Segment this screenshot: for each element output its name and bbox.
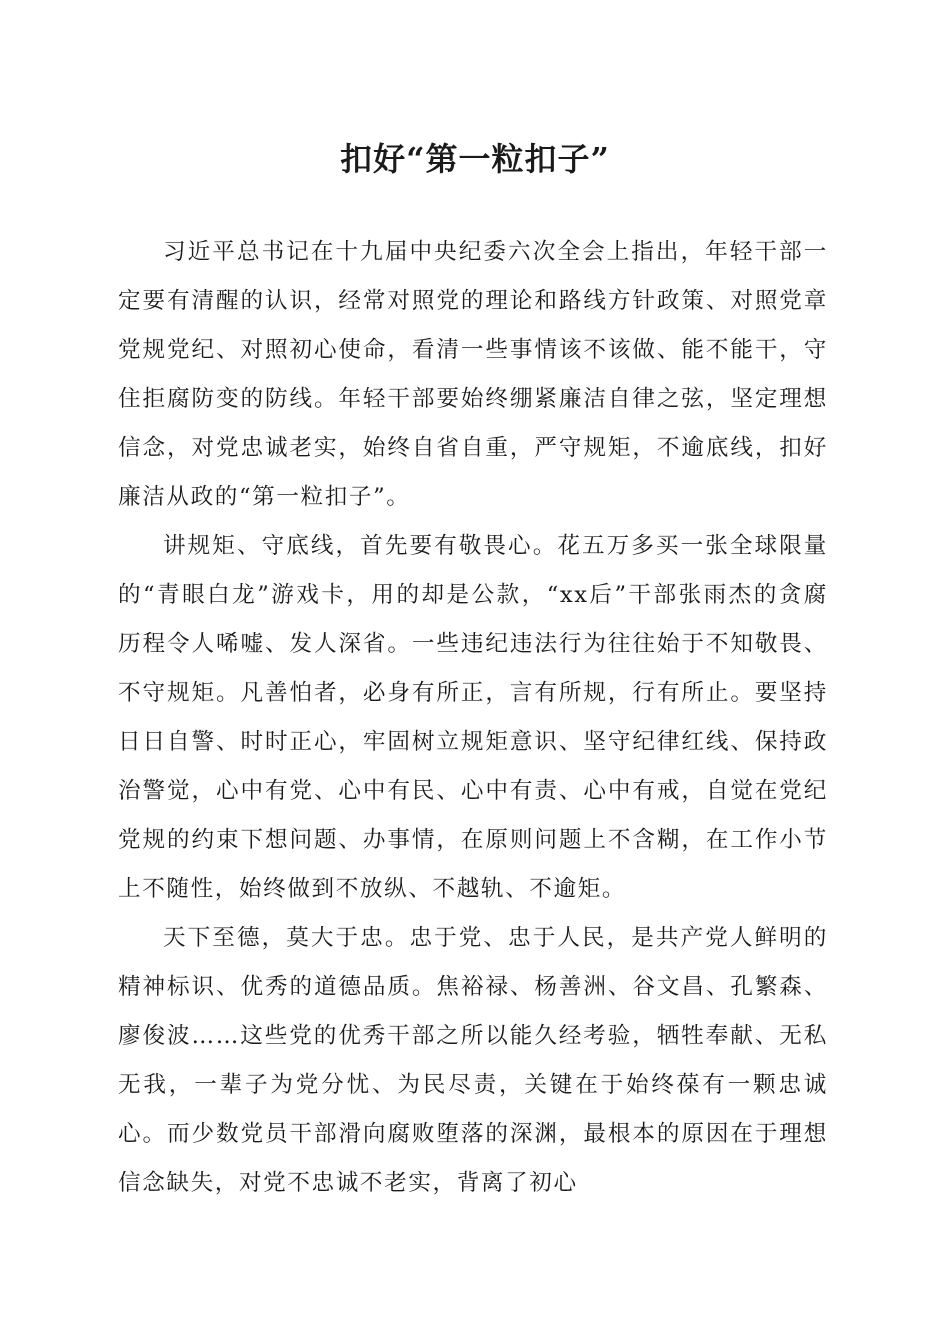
- paragraph-1: 习近平总书记在十九届中央纪委六次全会上指出，年轻干部一定要有清醒的认识，经常对照党的理论和路线方针政策、对照党章党规党纪、对照初心使命，看清一些事情该不该做、能不能干，守住拒腐防变的防线。年轻干部要始终绷紧廉洁自律之弦，坚定理想信念，对党忠诚老实，始终自省自重，严守规矩，不逾底线，扣好廉洁从政的“第一粒扣子”。: [118, 239, 828, 510]
- page-title: 扣好“第一粒扣子”: [340, 140, 610, 178]
- paragraph-2: 讲规矩、守底线，首先要有敬畏心。花五万多买一张全球限量的“青眼白龙”游戏卡，用的却是公款，“xx后”干部张雨杰的贪腐历程令人唏嘘、发人深省。一些违纪违法行为往往始于不知敬畏、不守规矩。凡善怕者，必身有所正，言有所规，行有所止。要坚持日日自警、时时正心，牢固树立规矩意识、坚守纪律红线、保持政治警觉，心中有党、心中有民、心中有责、心中有戒，自觉在党纪党规的约束下想问题、办事情，在原则问题上不含糊，在工作小节上不随性，始终做到不放纵、不越轨、不逾矩。: [118, 533, 828, 902]
- paragraph-3: 天下至德，莫大于忠。忠于党、忠于人民，是共产党人鲜明的精神标识、优秀的道德品质。焦裕禄、杨善洲、谷文昌、孔繁森、廖俊波……这些党的优秀干部之所以能久经考验，牺牲奉献、无私无我，一辈子为党分忧、为民尽责，关键在于始终葆有一颗忠诚心。而少数党员干部滑向腐败堕落的深渊，最根本的原因在于理想信念缺失，对党不忠诚不老实，背离了初心: [118, 925, 828, 1196]
- document-body: [118, 228, 828, 1208]
